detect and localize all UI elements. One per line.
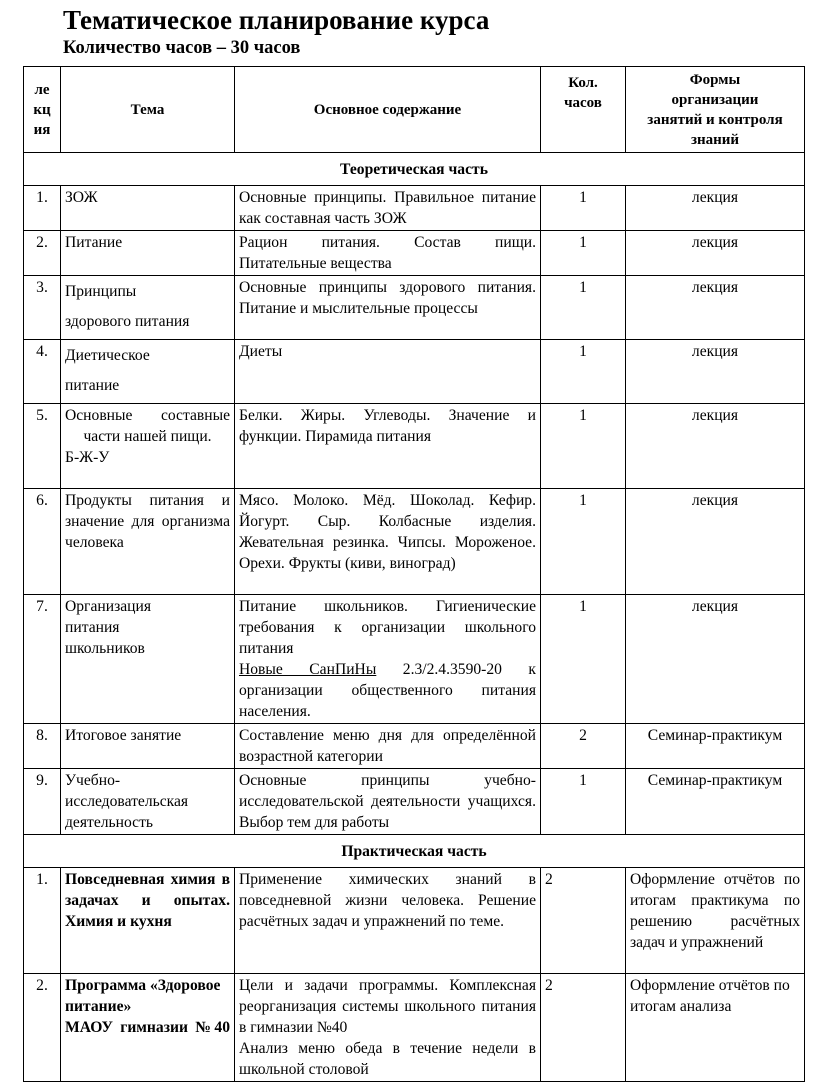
row-num: 6. (24, 489, 61, 595)
row-form: Оформление отчётов по итогам анализа (626, 974, 805, 1082)
row-num: 1. (24, 186, 61, 231)
row-hours: 1 (541, 340, 626, 404)
row-hours: 2 (541, 974, 626, 1082)
plan-table (23, 66, 805, 1082)
row-num: 9. (24, 769, 61, 835)
table-row (24, 868, 805, 974)
row-num: 5. (24, 404, 61, 489)
table-row (24, 404, 805, 489)
table-row (24, 489, 805, 595)
row-topic: Принципы здорового питания (61, 276, 235, 340)
row-hours: 1 (541, 595, 626, 724)
header-topic: Тема (61, 67, 235, 153)
row-num: 4. (24, 340, 61, 404)
page-title: Тематическое планирование курса (63, 5, 490, 35)
table-row (24, 231, 805, 276)
section-theory (24, 153, 805, 186)
row-topic: Диетическое питание (61, 340, 235, 404)
row-content: Применение химических знаний в повседневной жизни человека. Решение расчётных задач и упражнений по теме. (235, 868, 541, 974)
table-row (24, 340, 805, 404)
row-topic: Продукты питания и значение для организма человека (61, 489, 235, 595)
row-num: 2. (24, 231, 61, 276)
row-form: лекция (626, 489, 805, 595)
table-row (24, 276, 805, 340)
row-hours: 1 (541, 489, 626, 595)
row-topic: Питание (61, 231, 235, 276)
table-row (24, 186, 805, 231)
row-form: Семинар-практикум (626, 769, 805, 835)
row-content: Основные принципы здорового питания. Питание и мыслительные процессы (235, 276, 541, 340)
row-hours: 1 (541, 769, 626, 835)
table-row (24, 974, 805, 1082)
row-content: Основные принципы. Правильное питание как составная часть ЗОЖ (235, 186, 541, 231)
page-subtitle: Количество часов – 30 часов (63, 38, 301, 58)
row-topic: Организация питания школьников (61, 595, 235, 724)
header-content: Основное содержание (235, 67, 541, 153)
section-practice (24, 835, 805, 868)
row-content: Белки. Жиры. Углеводы. Значение и функции. Пирамида питания (235, 404, 541, 489)
section-theory-label: Теоретическая часть (24, 153, 805, 186)
row-num: 3. (24, 276, 61, 340)
row-form: лекция (626, 276, 805, 340)
row-form: Семинар-практикум (626, 724, 805, 769)
row-num: 7. (24, 595, 61, 724)
row-hours: 1 (541, 404, 626, 489)
header-form: Формы организации занятий и контроля знаний (626, 67, 805, 153)
table-row (24, 769, 805, 835)
row-num: 2. (24, 974, 61, 1082)
row-topic: Программа «Здоровое питание» МАОУ гимназии №40 (61, 974, 235, 1082)
table-row (24, 595, 805, 724)
header-num: ле кц ия (24, 67, 61, 153)
table-header-row (24, 67, 805, 153)
row-content: Составление меню дня для определённой возрастной категории (235, 724, 541, 769)
row-topic: Итоговое занятие (61, 724, 235, 769)
row-content: Рацион питания. Состав пищи. Питательные вещества (235, 231, 541, 276)
row-hours: 1 (541, 231, 626, 276)
row-hours: 2 (541, 724, 626, 769)
row-topic: Основные составные части нашей пищи. Б-Ж-У (61, 404, 235, 489)
row-num: 1. (24, 868, 61, 974)
row-num: 8. (24, 724, 61, 769)
row-content: Основные принципы учебно-исследовательской деятельности учащихся. Выбор тем для работы (235, 769, 541, 835)
table-row (24, 724, 805, 769)
row-hours: 1 (541, 186, 626, 231)
row-topic: Учебно- исследовательская деятельность (61, 769, 235, 835)
row-content: Питание школьников. Гигиенические требования к организации школьного питания Новые СанПиНы 2.3/2.4.3590-20 к организации общественного питания населения. (235, 595, 541, 724)
row-content: Диеты (235, 340, 541, 404)
row-form: лекция (626, 186, 805, 231)
row-topic: Повседневная химия в задачах и опытах. Химия и кухня (61, 868, 235, 974)
row-hours: 1 (541, 276, 626, 340)
row-form: лекция (626, 404, 805, 489)
row-form: лекция (626, 595, 805, 724)
row-content: Цели и задачи программы. Комплексная реорганизация системы школьного питания в гимназии №40 Анализ меню обеда в течение недели в школьной столовой (235, 974, 541, 1082)
row-form: Оформление отчётов по итогам практикума по решению расчётных задач и упражнений (626, 868, 805, 974)
row-hours: 2 (541, 868, 626, 974)
row-topic: ЗОЖ (61, 186, 235, 231)
row-content: Мясо. Молоко. Мёд. Шоколад. Кефир. Йогурт. Сыр. Колбасные изделия. Жевательная резинка. Чипсы. Мороженое. Орехи. Фрукты (киви, виноград) (235, 489, 541, 595)
section-practice-label: Практическая часть (24, 835, 805, 868)
row-form: лекция (626, 231, 805, 276)
sanpin-link[interactable]: Новые СанПиНы (239, 661, 377, 678)
row-form: лекция (626, 340, 805, 404)
header-hours: Кол. часов (541, 67, 626, 153)
